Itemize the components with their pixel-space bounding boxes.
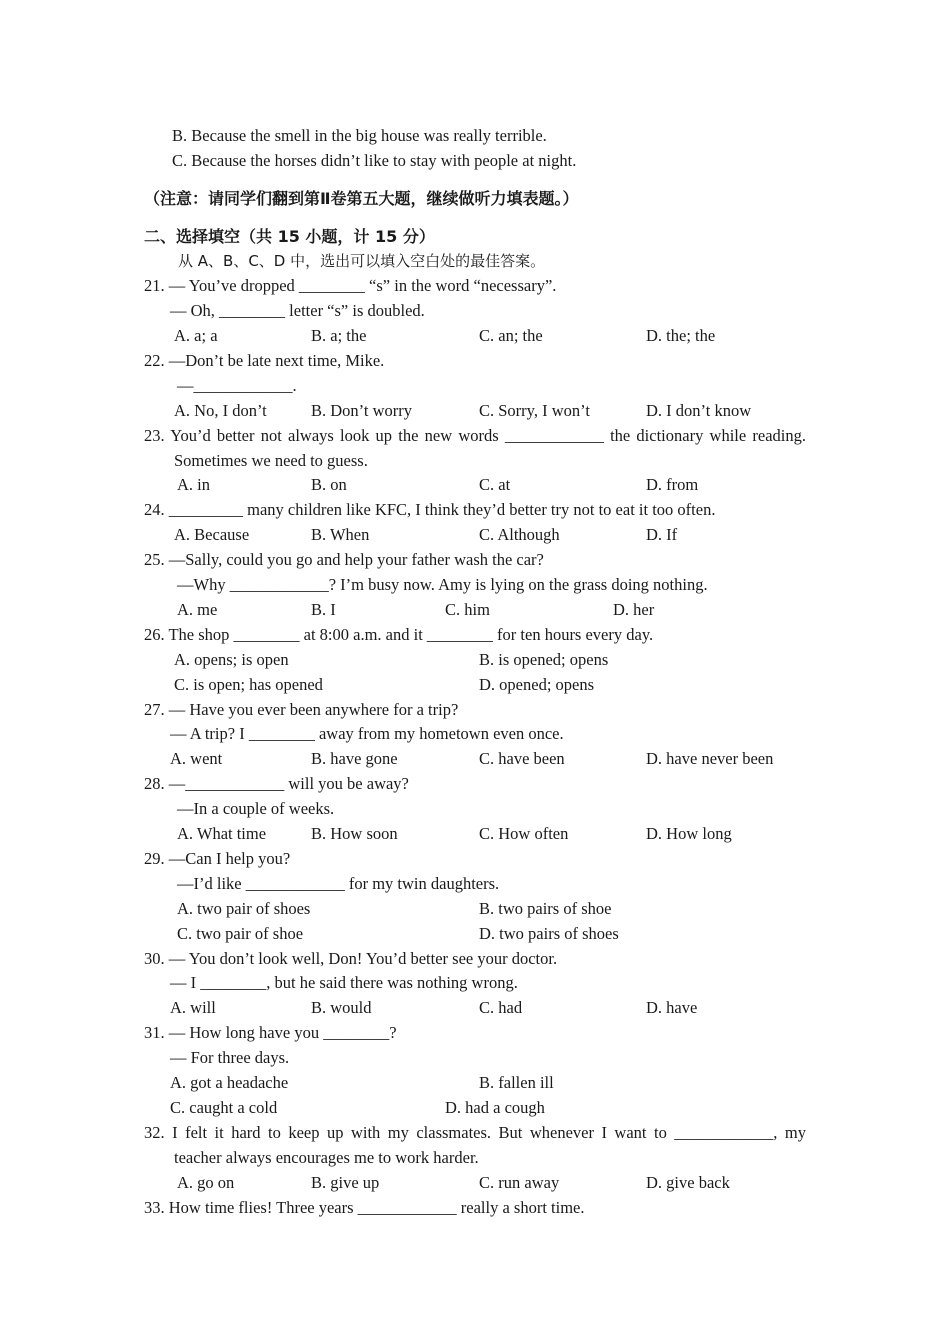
question-21-option-d: D. the; the bbox=[646, 326, 716, 345]
question-31-option-a: A. got a headache bbox=[170, 1073, 289, 1092]
question-24-option-b: B. When bbox=[311, 525, 370, 544]
question-23-line2: Sometimes we need to guess. bbox=[174, 451, 368, 470]
question-27-option-b: B. have gone bbox=[311, 749, 398, 768]
question-31-option-c: C. caught a cold bbox=[170, 1098, 278, 1117]
question-30-option-c: C. had bbox=[479, 998, 523, 1017]
question-32-stem: 32. I felt it hard to keep up with my classmates. But whenever I want to ____________, my bbox=[144, 1123, 806, 1142]
question-30-option-a: A. will bbox=[170, 998, 216, 1017]
question-26-option-a: A. opens; is open bbox=[174, 650, 289, 669]
question-28-stem: 28. —____________ will you be away? bbox=[144, 774, 409, 793]
question-28-option-d: D. How long bbox=[646, 824, 732, 843]
question-23-option-a: A. in bbox=[177, 475, 210, 494]
question-28-line2: —In a couple of weeks. bbox=[177, 799, 335, 818]
question-23-option-c: C. at bbox=[479, 475, 511, 494]
question-24-option-a: A. Because bbox=[174, 525, 250, 544]
question-30-option-b: B. would bbox=[311, 998, 372, 1017]
question-26-option-b: B. is opened; opens bbox=[479, 650, 609, 669]
question-31-option-d: D. had a cough bbox=[445, 1098, 545, 1117]
question-29-option-a: A. two pair of shoes bbox=[177, 899, 311, 918]
question-26-option-c: C. is open; has opened bbox=[174, 675, 323, 694]
question-21-stem: 21. — You’ve dropped ________ “s” in the word “necessary”. bbox=[144, 276, 557, 295]
question-29-option-c: C. two pair of shoe bbox=[177, 924, 304, 943]
question-23-option-d: D. from bbox=[646, 475, 699, 494]
question-25-option-a: A. me bbox=[177, 600, 218, 619]
question-27-option-a: A. went bbox=[170, 749, 223, 768]
question-24-stem: 24. _________ many children like KFC, I think they’d better try not to eat it too often. bbox=[144, 500, 716, 519]
question-30-stem: 30. — You don’t look well, Don! You’d better see your doctor. bbox=[144, 949, 558, 968]
question-25-option-b: B. I bbox=[311, 600, 336, 619]
question-32-line2: teacher always encourages me to work harder. bbox=[174, 1148, 479, 1167]
question-29-option-b: B. two pairs of shoe bbox=[479, 899, 612, 918]
question-25-option-c: C. him bbox=[445, 600, 490, 619]
question-25-stem: 25. —Sally, could you go and help your father wash the car? bbox=[144, 550, 544, 569]
question-27-line2: — A trip? I ________ away from my hometown even once. bbox=[170, 724, 564, 743]
question-21-line2: — Oh, ________ letter “s” is doubled. bbox=[170, 301, 425, 320]
question-24-option-d: D. If bbox=[646, 525, 678, 544]
question-28-option-a: A. What time bbox=[177, 824, 267, 843]
carryover-option-c: C. Because the horses didn’t like to stay with people at night. bbox=[172, 151, 577, 170]
question-27-option-c: C. have been bbox=[479, 749, 565, 768]
question-25-line2: —Why ____________? I’m busy now. Amy is lying on the grass doing nothing. bbox=[177, 575, 708, 594]
question-26-stem: 26. The shop ________ at 8:00 a.m. and it ________ for ten hours every day. bbox=[144, 625, 654, 644]
question-28-option-c: C. How often bbox=[479, 824, 569, 843]
question-31-line2: — For three days. bbox=[170, 1048, 290, 1067]
question-32-option-d: D. give back bbox=[646, 1173, 730, 1192]
question-30-option-d: D. have bbox=[646, 998, 698, 1017]
carryover-option-b: B. Because the smell in the big house was really terrible. bbox=[172, 126, 547, 145]
question-27-option-d: D. have never been bbox=[646, 749, 774, 768]
question-22-line2: —____________. bbox=[177, 376, 297, 395]
question-31-option-b: B. fallen ill bbox=[479, 1073, 554, 1092]
question-26-option-d: D. opened; opens bbox=[479, 675, 595, 694]
question-21-option-a: A. a; a bbox=[174, 326, 218, 345]
question-22-stem: 22. —Don’t be late next time, Mike. bbox=[144, 351, 385, 370]
question-22-option-a: A. No, I don’t bbox=[174, 401, 267, 420]
question-33-stem: 33. How time flies! Three years ____________ really a short time. bbox=[144, 1198, 585, 1217]
question-32-option-c: C. run away bbox=[479, 1173, 560, 1192]
question-22-option-b: B. Don’t worry bbox=[311, 401, 412, 420]
question-23-option-b: B. on bbox=[311, 475, 347, 494]
question-32-option-a: A. go on bbox=[177, 1173, 235, 1192]
question-29-option-d: D. two pairs of shoes bbox=[479, 924, 619, 943]
question-22-option-d: D. I don’t know bbox=[646, 401, 752, 420]
question-21-option-c: C. an; the bbox=[479, 326, 543, 345]
question-30-line2: — I ________, but he said there was nothing wrong. bbox=[170, 973, 518, 992]
question-29-stem: 29. —Can I help you? bbox=[144, 849, 291, 868]
question-24-option-c: C. Although bbox=[479, 525, 560, 544]
question-28-option-b: B. How soon bbox=[311, 824, 398, 843]
question-22-option-c: C. Sorry, I won’t bbox=[479, 401, 590, 420]
question-23-stem: 23. You’d better not always look up the new words ____________ the dictionary while reading. bbox=[144, 426, 806, 445]
section-title: 二、选择填空（共 15 小题，计 15 分） bbox=[144, 227, 435, 246]
notice-text: （注意：请同学们翻到第Ⅱ卷第五大题，继续做听力填表题。） bbox=[144, 189, 579, 208]
question-32-option-b: B. give up bbox=[311, 1173, 380, 1192]
question-21-option-b: B. a; the bbox=[311, 326, 367, 345]
question-31-stem: 31. — How long have you ________? bbox=[144, 1023, 397, 1042]
question-25-option-d: D. her bbox=[613, 600, 655, 619]
question-29-line2: —I’d like ____________ for my twin daughters. bbox=[177, 874, 500, 893]
section-instruction: 从 A、B、C、D 中，选出可以填入空白处的最佳答案。 bbox=[178, 252, 546, 270]
question-27-stem: 27. — Have you ever been anywhere for a trip? bbox=[144, 700, 459, 719]
